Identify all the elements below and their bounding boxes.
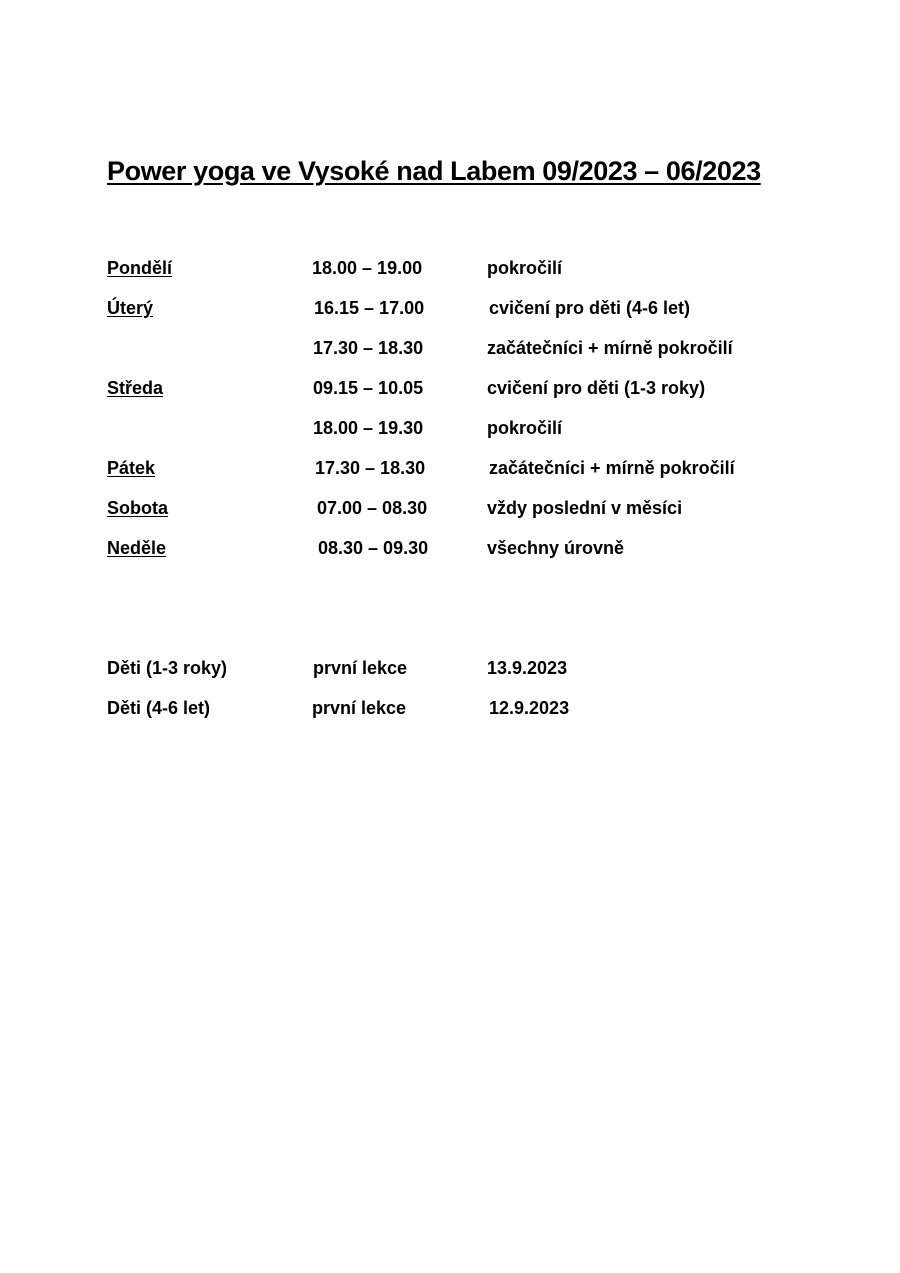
- schedule-time: 18.00 – 19.30: [313, 418, 424, 438]
- page-title: Power yoga ve Vysoké nad Labem 09/2023 – 06/2023: [107, 156, 761, 186]
- schedule-day: Pátek: [107, 458, 156, 478]
- schedule-day: Neděle: [107, 538, 167, 558]
- schedule-level: vždy poslední v měsíci: [487, 498, 683, 518]
- schedule-day: Sobota: [107, 498, 168, 518]
- schedule-time: 07.00 – 08.30: [317, 498, 428, 518]
- schedule-level: cvičení pro děti (1-3 roky): [487, 378, 706, 398]
- schedule-level: začátečníci + mírně pokročilí: [487, 338, 733, 358]
- first-lesson-date: 12.9.2023: [489, 698, 570, 718]
- schedule-time: 17.30 – 18.30: [313, 338, 424, 358]
- schedule-time: 09.15 – 10.05: [313, 378, 424, 398]
- schedule-level: všechny úrovně: [487, 538, 625, 558]
- first-lesson-group: Děti (4-6 let): [107, 698, 211, 718]
- schedule-day: Pondělí: [107, 258, 173, 278]
- schedule-time: 17.30 – 18.30: [315, 458, 426, 478]
- schedule-level: pokročilí: [487, 418, 563, 438]
- first-lesson-label: první lekce: [313, 658, 408, 678]
- schedule-level: cvičení pro děti (4-6 let): [489, 298, 691, 318]
- schedule-time: 08.30 – 09.30: [318, 538, 429, 558]
- schedule-level: pokročilí: [487, 258, 563, 278]
- schedule-level: začátečníci + mírně pokročilí: [489, 458, 735, 478]
- schedule-time: 18.00 – 19.00: [312, 258, 423, 278]
- first-lesson-date: 13.9.2023: [487, 658, 568, 678]
- schedule-day: Středa: [107, 378, 164, 398]
- first-lesson-group: Děti (1-3 roky): [107, 658, 228, 678]
- schedule-time: 16.15 – 17.00: [314, 298, 425, 318]
- first-lesson-label: první lekce: [312, 698, 407, 718]
- schedule-day: Úterý: [107, 298, 154, 318]
